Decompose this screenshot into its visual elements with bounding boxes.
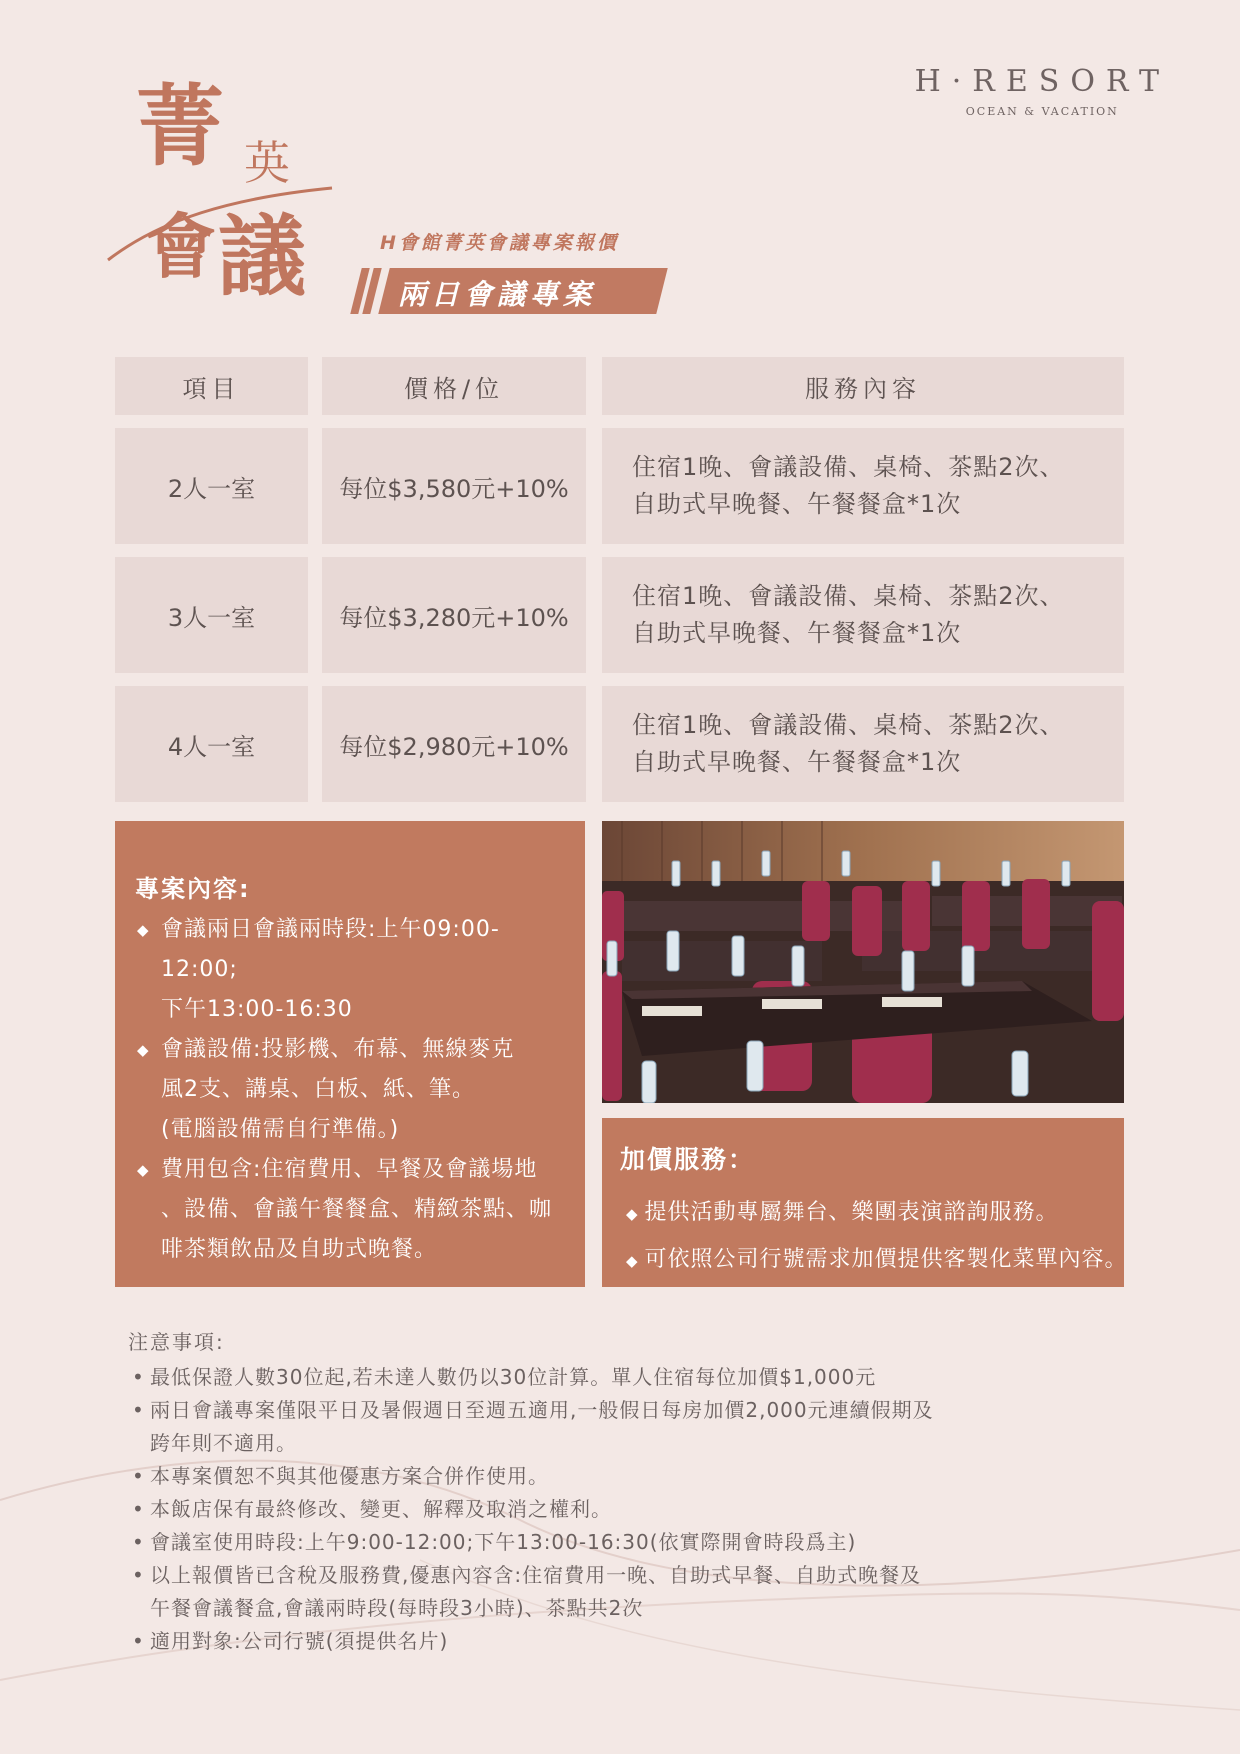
addon-item-text: 提供活動專屬舞台、樂團表演諮詢服務。 bbox=[644, 1200, 1059, 1225]
project-item-line: 會議兩日會議兩時段:上午09:00-12:00; bbox=[161, 917, 500, 982]
note-item bbox=[128, 1559, 1028, 1625]
title-char-jing: 菁 bbox=[136, 74, 225, 178]
table-cell-room: 3人一室 bbox=[115, 557, 308, 673]
note-line: 跨年則不適用。 bbox=[150, 1431, 297, 1455]
logo-tagline: OCEAN & VACATION bbox=[965, 105, 1119, 118]
meeting-room-photo bbox=[602, 821, 1124, 1103]
addon-item bbox=[620, 1190, 1106, 1237]
table-cell-room: 4人一室 bbox=[115, 686, 308, 802]
note-line: 午餐會議餐盒,會議兩時段(每時段3小時)、茶點共2次 bbox=[150, 1596, 644, 1620]
service-line: 自助式早晚餐、午餐餐盒*1次 bbox=[632, 619, 962, 647]
note-line: 本專案價恕不與其他優惠方案合併作使用。 bbox=[150, 1464, 549, 1488]
bullet-dot-icon: • bbox=[132, 1398, 145, 1422]
project-item bbox=[135, 1150, 565, 1270]
table-cell-price: 每位$3,280元+10% bbox=[322, 557, 586, 673]
table-header-service: 服務內容 bbox=[602, 357, 1124, 415]
diamond-bullet-icon: ◆ bbox=[137, 1161, 150, 1179]
service-line: 自助式早晚餐、午餐餐盒*1次 bbox=[632, 748, 962, 776]
addon-service-title: 加價服務： bbox=[620, 1145, 756, 1174]
page-subtitle: H會館菁英會議專案報價 bbox=[380, 232, 619, 254]
project-content-title: 專案內容: bbox=[135, 875, 251, 903]
note-line: 本飯店保有最終修改、變更、解釋及取消之權利。 bbox=[150, 1497, 612, 1521]
title-char-hui: 會 bbox=[146, 205, 216, 288]
project-item bbox=[135, 1030, 565, 1150]
brand-logo bbox=[915, 64, 1170, 118]
project-item-line: 啡茶類飲品及自助式晚餐。 bbox=[161, 1237, 438, 1262]
bullet-dot-icon: • bbox=[132, 1464, 145, 1488]
note-item bbox=[128, 1394, 1028, 1460]
table-cell-price: 每位$2,980元+10% bbox=[322, 686, 586, 802]
diamond-bullet-icon: ◆ bbox=[137, 1041, 150, 1059]
addon-item-text: 可依照公司行號需求加價提供客製化菜單內容。 bbox=[644, 1247, 1128, 1272]
note-item bbox=[128, 1460, 1028, 1493]
project-item-line: 下午13:00-16:30 bbox=[161, 997, 353, 1022]
bullet-dot-icon: • bbox=[132, 1563, 145, 1587]
project-item bbox=[135, 910, 565, 1030]
bullet-dot-icon: • bbox=[132, 1530, 145, 1554]
table-header-price: 價格/位 bbox=[322, 357, 586, 415]
diamond-bullet-icon: ◆ bbox=[137, 921, 150, 939]
project-item-line: 、設備、會議午餐餐盒、精緻茶點、咖 bbox=[161, 1197, 553, 1222]
project-item-line: (電腦設備需自行準備。) bbox=[161, 1117, 400, 1142]
logo-brand: H·RESORT bbox=[914, 64, 1170, 99]
note-item bbox=[128, 1493, 1028, 1526]
bullet-dot-icon: • bbox=[132, 1365, 145, 1389]
note-item bbox=[128, 1361, 1028, 1394]
diamond-bullet-icon: ◆ bbox=[626, 1252, 639, 1270]
note-line: 最低保證人數30位起,若未達人數仍以30位計算。單人住宿每位加價$1,000元 bbox=[150, 1365, 877, 1389]
package-banner-text: 兩日會議專案 bbox=[398, 278, 597, 311]
note-item bbox=[128, 1526, 1028, 1559]
title-char-ying: 英 bbox=[244, 136, 290, 190]
note-line: 以上報價皆已含稅及服務費,優惠內容含:住宿費用一晚、自助式早餐、自助式晚餐及 bbox=[150, 1563, 922, 1587]
note-line: 適用對象:公司行號(須提供名片) bbox=[150, 1629, 449, 1653]
project-item-line: 會議設備:投影機、布幕、無線麥克 bbox=[161, 1037, 515, 1062]
note-line: 會議室使用時段:上午9:00-12:00;下午13:00-16:30(依實際開會時段爲主) bbox=[150, 1530, 857, 1554]
service-line: 自助式早晚餐、午餐餐盒*1次 bbox=[632, 490, 962, 518]
addon-item bbox=[620, 1237, 1128, 1284]
table-header-item: 項目 bbox=[115, 357, 308, 415]
title-char-yi: 議 bbox=[218, 204, 307, 308]
bullet-dot-icon: • bbox=[132, 1629, 145, 1653]
project-item-line: 費用包含:住宿費用、早餐及會議場地 bbox=[161, 1157, 538, 1182]
diamond-bullet-icon: ◆ bbox=[626, 1205, 639, 1223]
project-content-panel bbox=[115, 821, 585, 1287]
table-cell-service bbox=[602, 428, 1124, 544]
notes-title: 注意事項: bbox=[128, 1330, 225, 1354]
table-cell-service bbox=[602, 686, 1124, 802]
table-cell-service bbox=[602, 557, 1124, 673]
note-item bbox=[128, 1625, 1028, 1658]
addon-service-panel bbox=[602, 1118, 1128, 1287]
table-cell-price: 每位$3,580元+10% bbox=[322, 428, 586, 544]
project-item-line: 風2支、講桌、白板、紙、筆。 bbox=[161, 1077, 475, 1102]
notes-section bbox=[128, 1326, 1028, 1658]
bullet-dot-icon: • bbox=[132, 1497, 145, 1521]
table-cell-room: 2人一室 bbox=[115, 428, 308, 544]
service-line: 住宿1晚、會議設備、桌椅、茶點2次、 bbox=[632, 453, 1065, 481]
service-line: 住宿1晚、會議設備、桌椅、茶點2次、 bbox=[632, 711, 1065, 739]
note-line: 兩日會議專案僅限平日及暑假週日至週五適用,一般假日每房加價2,000元連續假期及 bbox=[150, 1398, 934, 1422]
service-line: 住宿1晚、會議設備、桌椅、茶點2次、 bbox=[632, 582, 1065, 610]
